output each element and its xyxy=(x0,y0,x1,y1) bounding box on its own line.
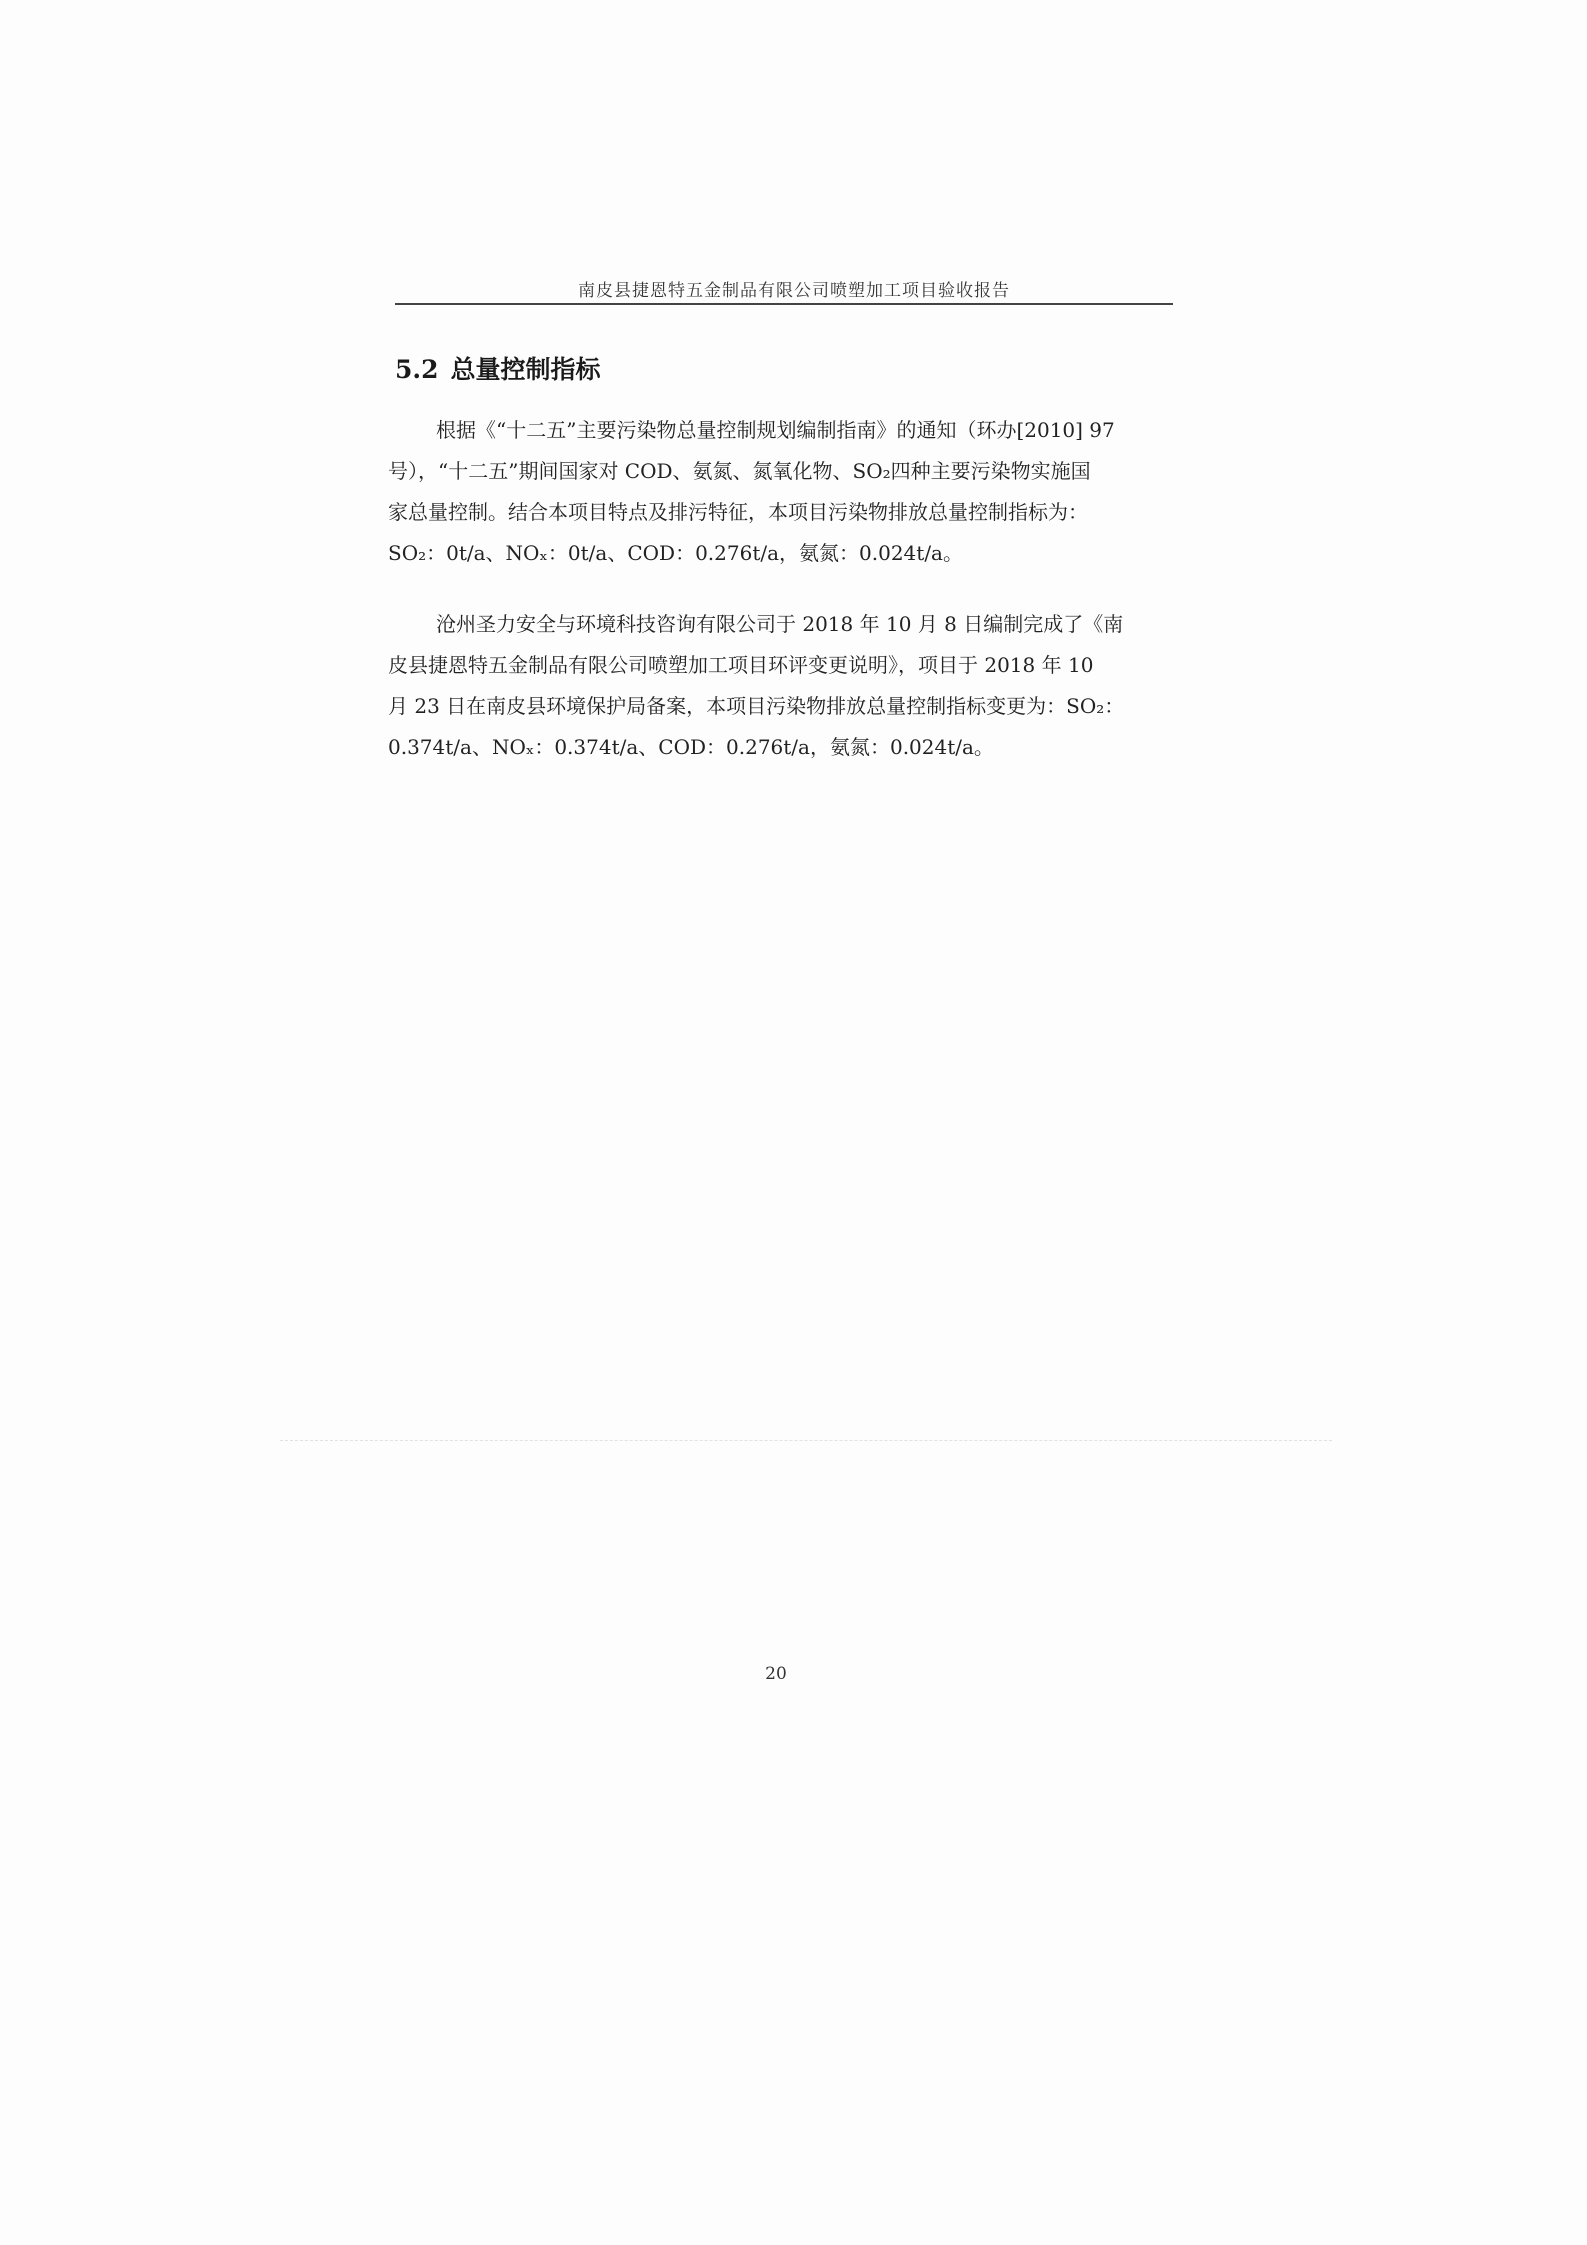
header-rule xyxy=(395,303,1173,305)
paragraph-total-control-basis xyxy=(388,410,1186,574)
paragraph-line: 月 23 日在南皮县环境保护局备案，本项目污染物排放总量控制指标变更为：SO₂： xyxy=(388,694,1125,718)
section-number: 5.2 xyxy=(395,355,439,384)
section-title: 总量控制指标 xyxy=(450,355,601,384)
page-number: 20 xyxy=(765,1664,787,1684)
paragraph-eia-change xyxy=(388,604,1186,768)
scan-artifact-line xyxy=(280,1440,1332,1441)
paragraph-line: 号），“十二五”期间国家对 COD、氨氮、氮氧化物、SO₂四种主要污染物实施国 xyxy=(388,459,1091,483)
section-heading xyxy=(395,350,601,386)
paragraph-line: 皮县捷恩特五金制品有限公司喷塑加工项目环评变更说明》，项目于 2018 年 10 xyxy=(388,653,1094,677)
paragraph-line: 家总量控制。结合本项目特点及排污特征，本项目污染物排放总量控制指标为： xyxy=(388,500,1088,524)
paragraph-line: 根据《“十二五”主要污染物总量控制规划编制指南》的通知（环办[2010] 97 xyxy=(436,418,1115,442)
running-header: 南皮县捷恩特五金制品有限公司喷塑加工项目验收报告 xyxy=(578,281,1010,301)
paragraph-line: 0.374t/a、NOₓ：0.374t/a、COD：0.276t/a，氨氮：0.024t/a。 xyxy=(388,735,994,759)
paragraph-line: SO₂：0t/a、NOₓ：0t/a、COD：0.276t/a，氨氮：0.024t/a。 xyxy=(388,541,963,565)
paragraph-line: 沧州圣力安全与环境科技咨询有限公司于 2018 年 10 月 8 日编制完成了《南 xyxy=(436,612,1124,636)
